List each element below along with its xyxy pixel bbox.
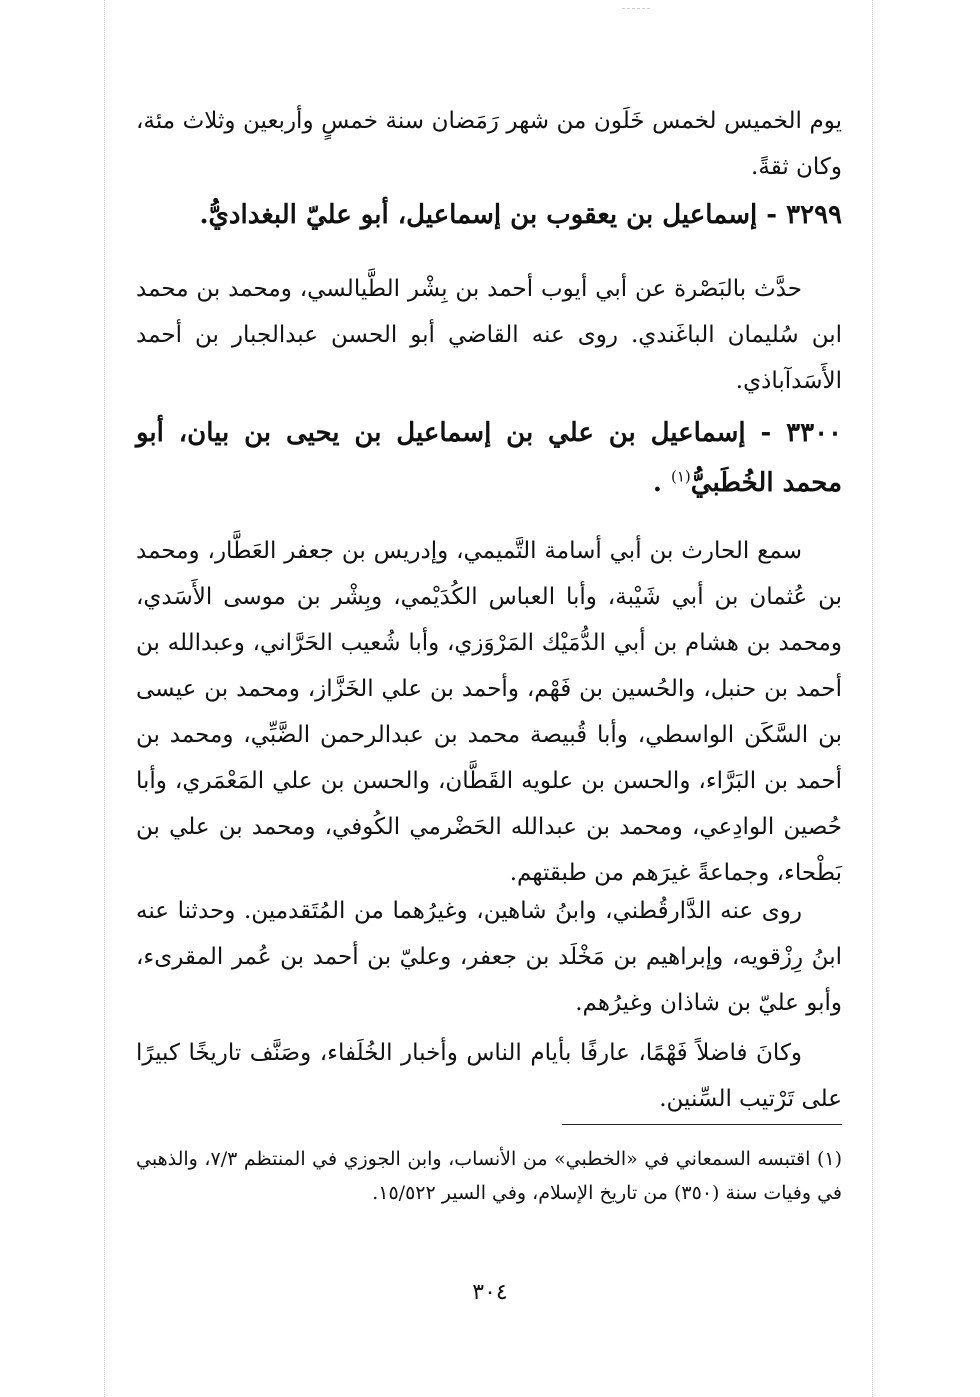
entry-title (136, 408, 842, 508)
scan-mark (622, 8, 650, 9)
paragraph-text: روى عنه الدَّارقُطني، وابنُ شاهين، وغيرُهما من المُتَقدمين. وحدثنا عنه ابنُ رِزْقويه، وإبراهيم بن مَخْلَد بن جعفر، وعليّ بن أحمد بن عُمر المقرىء، وأبو عليّ بن شاذان وغيرُهم. (136, 898, 842, 1016)
entry-body-3299 (136, 266, 842, 404)
footnote-text: (١) اقتبسه السمعاني في «الخطبي» من الأنساب، وابن الجوزي في المنتظم ٧/٣، والذهبي في وفيات سنة (٣٥٠) من تاريخ الإسلام، وفي السير ١٥/٥٢٢. (136, 1148, 843, 1204)
closing-paragraph (136, 1030, 842, 1122)
continuation-paragraph (136, 98, 842, 190)
entry-heading-3300 (136, 408, 842, 508)
narrators-paragraph (136, 888, 842, 1026)
entry-title: ٣٢٩٩ - إسماعيل بن يعقوب بن إسماعيل، أبو عليّ البغداديُّ. (199, 200, 842, 230)
scan-guide-line (104, 0, 105, 1397)
footnote-divider (562, 1124, 842, 1125)
entry-heading-3299 (136, 190, 842, 240)
entry-title-end: . (652, 468, 662, 498)
entry-title-text: ٣٣٠٠ - إسماعيل بن علي بن إسماعيل بن يحيى بن بيان، أبو محمد الخُطَبيُّ (136, 418, 842, 498)
paragraph-text: يوم الخميس لخمس خَلَون من شهر رَمَضان سنة خمسٍ وأربعين وثلاث مئة، وكان ثقةً. (136, 108, 842, 180)
footnote-reference[interactable]: (١) (671, 467, 691, 486)
entry-body-3300 (136, 528, 842, 896)
paragraph-text: سمع الحارث بن أبي أسامة التَّميمي، وإدريس بن جعفر العَطَّار، ومحمد بن عُثمان بن أبي شَيْبة، وأبا العباس الكُدَيْمي، وبِشْر بن موسى الأَسَدي، ومحمد بن هشام بن أبي الدُّمَيْك المَرْوَزي، وأبا شُعيب الحَرَّاني، وعبدالله بن أحمد بن حنبل، والحُسين بن فَهْم، وأحمد بن علي الخَزَّاز، ومحمد بن عيسى بن السَّكَن الواسطي، وأبا قُبيصة محمد بن عبدالرحمن الضَّبِّي، ومحمد بن أحمد بن البَرَّاء، والحسن بن علويه القَطَّان، والحسن بن علي المَعْمَري، وأبا حُصين الوادِعي، ومحمد بن عبدالله الحَضْرمي الكُوفي، ومحمد بن علي بن بَطْحاء، وجماعةً غيرَهم من طبقتهم. (136, 538, 842, 886)
page-number: ٣٠٤ (472, 1280, 508, 1305)
paragraph-text: وكانَ فاضلاً فَهْمًا، عارفًا بأيام الناس وأخبار الخُلَفاء، وصَنَّف تاريخًا كبيرًا على تَرْتيب السِّنين. (136, 1040, 842, 1112)
scan-guide-line (872, 0, 873, 1397)
paragraph-text: حدَّث بالبَصْرة عن أبي أيوب أحمد بن بِشْر الطَّيالسي، ومحمد بن محمد ابن سُليمان الباغَندي. روى عنه القاضي أبو الحسن عبدالجبار بن أحمد الأَسَدآباذي. (136, 276, 842, 394)
